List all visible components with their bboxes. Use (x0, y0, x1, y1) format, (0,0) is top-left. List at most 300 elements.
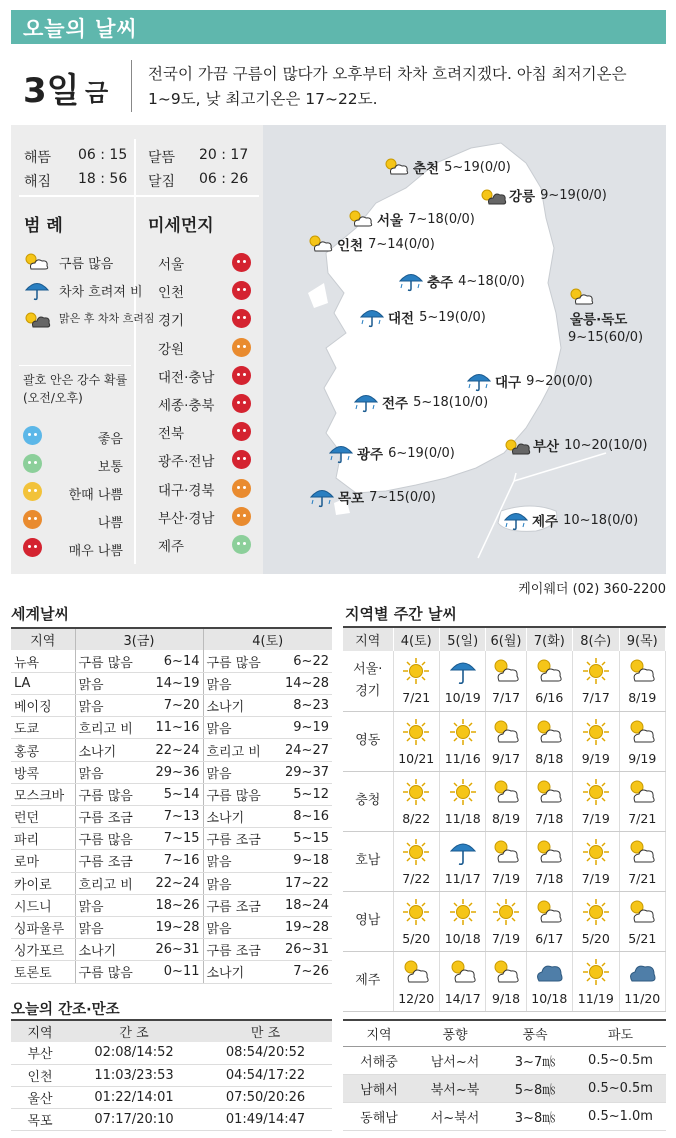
temp-range: 6/16 (535, 690, 564, 706)
temp-fri: 7~20 (141, 695, 203, 717)
city-name: 부산 (533, 439, 560, 455)
dust-region-name: 세종·충북 (158, 398, 215, 414)
region-name: 영남 (343, 891, 393, 951)
city-name: 광주 (357, 447, 384, 463)
temp-sat: 18~24 (269, 894, 332, 916)
umbrella-rain-icon (358, 306, 386, 328)
forecast-cell (573, 831, 619, 891)
region-name: 동해남 (343, 1102, 415, 1130)
weather-sat: 흐리고 비 (203, 739, 269, 761)
table-row (11, 783, 332, 805)
city-name: 방콕 (11, 761, 75, 783)
temp-sat: 29~37 (269, 761, 332, 783)
panel-divider (134, 139, 136, 564)
temp-sat: 9~18 (269, 850, 332, 872)
city-forecast: 9~20(0/0) (526, 373, 593, 389)
weather-sat: 소나기 (203, 806, 269, 828)
forecast-cell (573, 891, 619, 951)
region-name: 목포 (11, 1108, 69, 1130)
world-weather-table (11, 627, 332, 984)
temp-range: 12/20 (398, 990, 435, 1006)
forecast-cell (526, 771, 572, 831)
temp-sat: 7~26 (269, 961, 332, 983)
table-header: 9(목) (619, 627, 666, 651)
sun-icon (581, 717, 611, 747)
dust-region-row (146, 364, 256, 386)
legend-level-label: 나쁨 (97, 516, 123, 531)
table-header: 간 조 (69, 1020, 199, 1042)
table-row (11, 672, 332, 694)
moonset-time: 06 : 26 (199, 171, 249, 187)
dust-face-icon (23, 510, 42, 529)
sun-icon (401, 837, 431, 867)
dust-region-name: 대전·충남 (158, 369, 215, 386)
wind-speed: 5~8㎧ (495, 1074, 575, 1102)
temp-fri: 18~26 (141, 894, 203, 916)
partly-cloudy-icon (491, 777, 521, 807)
forecast-cell (393, 651, 439, 711)
temp-range: 11/16 (444, 750, 481, 766)
partly-cloudy-icon (491, 957, 521, 987)
table-row (343, 831, 666, 891)
region-name: 제주 (343, 951, 393, 1011)
table-header: 파도 (575, 1020, 666, 1046)
dust-region-name: 부산·경남 (158, 510, 215, 527)
umbrella-rain-icon (327, 442, 355, 464)
umbrella-rain-icon (465, 370, 493, 392)
legend-level (23, 537, 123, 559)
forecast-cell (393, 951, 439, 1011)
table-row (11, 650, 332, 672)
sun-icon (491, 897, 521, 927)
high-tide: 08:54/20:52 (199, 1042, 332, 1064)
city-name: 카이로 (11, 872, 75, 894)
weather-fri: 흐리고 비 (75, 717, 141, 739)
clear-then-cloudy-icon (503, 434, 531, 456)
table-row (11, 961, 332, 983)
table-row (11, 717, 332, 739)
city-name: 충주 (427, 275, 454, 291)
weather-fri: 구름 많음 (75, 783, 141, 805)
temp-range: 7/21 (402, 690, 431, 706)
region-name: 충청 (343, 771, 393, 831)
partly-cloudy-icon (491, 837, 521, 867)
forecast-cell (486, 951, 526, 1011)
temp-range: 7/19 (491, 870, 521, 886)
map-city-12 (502, 509, 638, 531)
city-name: 싱파울루 (11, 916, 75, 938)
forecast-cell (619, 651, 666, 711)
legend-item-rain (23, 279, 143, 301)
temp-range: 8/18 (535, 750, 564, 766)
dust-region-row (146, 279, 256, 301)
table-row (11, 695, 332, 717)
temp-fri: 7~13 (141, 806, 203, 828)
credit-text: 케이웨더 (02) 360-2200 (518, 582, 666, 597)
temp-range: 7/19 (581, 810, 610, 826)
table-row (11, 1108, 332, 1130)
dust-region-row (146, 448, 256, 470)
dust-region-row (146, 392, 256, 414)
umbrella-rain-icon (502, 509, 530, 531)
city-name: 서울 (377, 213, 404, 229)
partly-cloudy-icon (627, 777, 657, 807)
moonset-label: 달짐 (148, 174, 176, 190)
forecast-cell (486, 651, 526, 711)
region-name: 영동 (343, 711, 393, 771)
city-forecast: 7~15(0/0) (369, 489, 436, 505)
wave-height: 0.5~1.0m (575, 1102, 666, 1130)
city-forecast: 7~14(0/0) (368, 236, 435, 252)
dust-region-row (146, 251, 256, 273)
cloudy-sun-icon (307, 233, 335, 255)
dust-face-icon (232, 422, 251, 441)
city-name: 뉴욕 (11, 650, 75, 672)
city-name: 대구 (495, 375, 522, 391)
forecast-cell (573, 711, 619, 771)
high-tide: 07:50/20:26 (199, 1086, 332, 1108)
city-forecast: 6~19(0/0) (388, 445, 455, 461)
dust-face-icon (232, 281, 251, 300)
temp-range: 7/21 (628, 810, 657, 826)
sun-icon (448, 717, 478, 747)
temp-fri: 7~16 (141, 850, 203, 872)
panel-divider (19, 365, 131, 366)
table-header: 4(토) (203, 628, 332, 650)
weekly-weather-table (343, 626, 666, 1012)
forecast-cell (439, 711, 485, 771)
sun-icon (581, 957, 611, 987)
temp-sat: 14~28 (269, 672, 332, 694)
table-row (11, 939, 332, 961)
dust-face-icon (232, 479, 251, 498)
high-tide: 04:54/17:22 (199, 1064, 332, 1086)
tide-title: 오늘의 간조·만조 (11, 1002, 120, 1018)
partly-cloudy-icon (627, 837, 657, 867)
forecast-cell (526, 831, 572, 891)
forecast-cell (573, 771, 619, 831)
weather-fri: 맑음 (75, 916, 141, 938)
forecast-cell (573, 651, 619, 711)
city-forecast: 9~19(0/0) (540, 187, 607, 203)
dust-region-name: 전북 (158, 426, 185, 443)
temp-fri: 26~31 (141, 939, 203, 961)
temp-sat: 5~12 (269, 783, 332, 805)
weather-fri: 소나기 (75, 739, 141, 761)
wind-speed: 3~7㎧ (495, 1046, 575, 1074)
sun-icon (401, 717, 431, 747)
map-city-6 (358, 306, 486, 328)
sun-icon (401, 897, 431, 927)
dust-face-icon (232, 366, 251, 385)
temp-range: 7/19 (581, 870, 610, 886)
city-forecast: 9~15(60/0) (568, 330, 644, 345)
region-name: 남해서 (343, 1074, 415, 1102)
map-city-8 (352, 391, 488, 413)
city-name: LA (11, 672, 75, 694)
city-forecast: 7~18(0/0) (408, 211, 475, 227)
temp-range: 9/17 (491, 750, 521, 766)
table-row (343, 1046, 666, 1074)
divider (131, 60, 132, 112)
city-forecast: 10~18(0/0) (563, 512, 639, 528)
sun-icon (581, 777, 611, 807)
temp-sat: 26~31 (269, 939, 332, 961)
forecast-cell (393, 831, 439, 891)
partly-cloudy-icon (534, 837, 564, 867)
wave-height: 0.5~0.5m (575, 1074, 666, 1102)
dust-face-icon (232, 309, 251, 328)
forecast-cell (526, 711, 572, 771)
panel-divider (19, 195, 259, 197)
moonrise-label: 달뜸 (148, 150, 176, 166)
temp-range: 7/18 (535, 810, 564, 826)
region-name: 인천 (11, 1064, 69, 1086)
city-forecast: 10~20(10/0) (564, 437, 648, 453)
table-header: 4(토) (393, 627, 439, 651)
legend-level (23, 425, 123, 447)
dust-face-icon (232, 450, 251, 469)
forecast-cell (486, 831, 526, 891)
table-header: 8(수) (573, 627, 619, 651)
forecast-cell (439, 891, 485, 951)
partly-cloudy-icon (534, 656, 564, 686)
weather-sat: 구름 조금 (203, 939, 269, 961)
table-row (11, 1064, 332, 1086)
forecast-cell (486, 771, 526, 831)
city-name: 모스크바 (11, 783, 75, 805)
weather-sat: 맑음 (203, 872, 269, 894)
sunset-label: 해짐 (24, 174, 52, 190)
weather-fri: 구름 많음 (75, 961, 141, 983)
partly-cloudy-icon (627, 656, 657, 686)
dust-face-icon (232, 394, 251, 413)
sun-icon (581, 897, 611, 927)
table-row (11, 872, 332, 894)
city-name: 시드니 (11, 894, 75, 916)
table-header: 풍속 (495, 1020, 575, 1046)
forecast-cell (439, 771, 485, 831)
city-forecast: 5~18(10/0) (413, 394, 489, 410)
table-header: 지역 (11, 628, 75, 650)
umbrella-rain-icon (448, 837, 478, 867)
city-name: 강릉 (509, 189, 536, 205)
sea-conditions-table (343, 1019, 666, 1131)
weather-fri: 맑음 (75, 761, 141, 783)
temp-range: 14/17 (444, 990, 481, 1006)
date-weekday: 금 (85, 79, 109, 107)
forecast-cell (526, 891, 572, 951)
forecast-cell (619, 711, 666, 771)
table-header: 3(금) (75, 628, 203, 650)
cloudy-sun-icon (383, 156, 411, 178)
table-row (11, 828, 332, 850)
temp-range: 7/22 (402, 870, 431, 886)
region-name: 부산 (11, 1042, 69, 1064)
wave-height: 0.5~0.5m (575, 1046, 666, 1074)
city-name: 제주 (532, 514, 559, 530)
table-row (11, 739, 332, 761)
dust-face-icon (23, 454, 42, 473)
temp-range: 7/21 (628, 870, 657, 886)
dust-region-row (146, 307, 256, 329)
dust-region-row (146, 533, 256, 555)
weather-sat: 구름 많음 (203, 783, 269, 805)
map-city-0 (383, 156, 511, 178)
forecast-cell (393, 771, 439, 831)
temp-range: 11/17 (444, 870, 481, 886)
forecast-cell (393, 891, 439, 951)
partly-cloudy-icon (491, 656, 521, 686)
map-city-10 (327, 442, 455, 464)
temp-range: 10/18 (531, 990, 568, 1006)
temp-range: 8/19 (491, 810, 521, 826)
weather-sat: 맑음 (203, 672, 269, 694)
sun-icon (448, 897, 478, 927)
temp-fri: 22~24 (141, 739, 203, 761)
page-header: 오늘의 날씨 (11, 10, 666, 44)
legend-title: 범 례 (24, 216, 63, 236)
forecast-cell (619, 951, 666, 1011)
temp-fri: 22~24 (141, 872, 203, 894)
temp-fri: 29~36 (141, 761, 203, 783)
temp-range: 10/18 (444, 930, 481, 946)
table-row (11, 806, 332, 828)
wind-direction: 서~북서 (415, 1102, 495, 1130)
forecast-cell (526, 951, 572, 1011)
sun-icon (401, 777, 431, 807)
temp-fri: 6~14 (141, 650, 203, 672)
temp-range: 5/20 (581, 930, 610, 946)
weather-sat: 맑음 (203, 916, 269, 938)
temp-range: 9/19 (628, 750, 657, 766)
map-city-1 (479, 184, 607, 206)
info-panel (11, 125, 263, 574)
forecast-cell (486, 891, 526, 951)
temp-range: 10/19 (444, 690, 481, 706)
dust-title: 미세먼지 (148, 216, 214, 236)
sun-icon (448, 777, 478, 807)
date-box (11, 55, 131, 117)
high-tide: 01:49/14:47 (199, 1108, 332, 1130)
partly-cloudy-icon (534, 717, 564, 747)
map-city-5 (568, 286, 643, 345)
city-name: 런던 (11, 806, 75, 828)
dust-face-icon (232, 535, 251, 554)
temp-sat: 8~16 (269, 806, 332, 828)
tide-table (11, 1019, 332, 1131)
city-forecast: 5~19(0/0) (444, 159, 511, 175)
map-city-9 (503, 434, 647, 456)
moonrise-time: 20 : 17 (199, 147, 249, 163)
weather-sat: 맑음 (203, 717, 269, 739)
city-name: 춘천 (413, 161, 440, 177)
legend-item-cloudy (23, 251, 113, 273)
sun-icon (581, 837, 611, 867)
map-city-7 (465, 370, 593, 392)
umbrella-rain-icon (23, 279, 51, 301)
region-name: 서해중 (343, 1046, 415, 1074)
date-number: 3일 (23, 71, 80, 111)
weather-sat: 맑음 (203, 761, 269, 783)
world-weather-title: 세계날씨 (11, 605, 69, 623)
city-name: 목포 (338, 491, 365, 507)
umbrella-rain-icon (448, 656, 478, 686)
city-name: 인천 (337, 238, 364, 254)
cloud-icon (627, 957, 657, 987)
table-header: 만 조 (199, 1020, 332, 1042)
forecast-cell (439, 651, 485, 711)
table-row (11, 1042, 332, 1064)
dust-face-icon (232, 338, 251, 357)
table-header: 6(월) (486, 627, 526, 651)
dust-region-row (146, 420, 256, 442)
temp-range: 10/21 (398, 750, 435, 766)
temp-range: 11/18 (444, 810, 481, 826)
table-row (11, 850, 332, 872)
legend-label: 맑은 후 차차 흐려짐 (59, 312, 155, 325)
temp-sat: 24~27 (269, 739, 332, 761)
umbrella-rain-icon (397, 270, 425, 292)
legend-item-clearing (23, 307, 155, 329)
legend-level-label: 보통 (97, 460, 123, 475)
umbrella-rain-icon (308, 486, 336, 508)
dust-region-name: 경기 (158, 313, 185, 330)
legend-level (23, 453, 123, 475)
dust-face-icon (23, 538, 42, 557)
sunset-time: 18 : 56 (78, 171, 128, 187)
table-row (343, 1074, 666, 1102)
legend-note: 괄호 안은 강수 확률 (오전/오후) (23, 373, 128, 405)
city-name: 도쿄 (11, 717, 75, 739)
city-name: 울릉·독도 (570, 312, 628, 328)
temp-range: 5/21 (628, 930, 657, 946)
city-name: 베이징 (11, 695, 75, 717)
table-header: 풍향 (415, 1020, 495, 1046)
weather-fri: 소나기 (75, 939, 141, 961)
sun-icon (581, 656, 611, 686)
temp-sat: 17~22 (269, 872, 332, 894)
forecast-cell (393, 711, 439, 771)
city-name: 토론토 (11, 961, 75, 983)
temp-range: 5/20 (402, 930, 431, 946)
city-forecast: 5~19(0/0) (419, 309, 486, 325)
region-name: 서울· 경기 (343, 651, 393, 711)
clear-then-cloudy-icon (23, 307, 51, 329)
temp-range: 7/19 (491, 930, 521, 946)
dust-region-name: 인천 (158, 285, 185, 302)
table-header: 지역 (343, 627, 393, 651)
map-city-11 (308, 486, 436, 508)
table-row (11, 1086, 332, 1108)
cloudy-sun-icon (23, 251, 51, 273)
dust-face-icon (23, 482, 42, 501)
forecast-cell (526, 651, 572, 711)
forecast-cell (439, 951, 485, 1011)
dust-region-name: 서울 (158, 257, 185, 273)
dust-face-icon (23, 426, 42, 445)
temp-range: 8/22 (402, 810, 431, 826)
temp-range: 9/19 (581, 750, 610, 766)
temp-range: 6/17 (535, 930, 564, 946)
partly-cloudy-icon (627, 897, 657, 927)
dust-region-row (146, 505, 256, 527)
weather-sat: 구름 많음 (203, 650, 269, 672)
table-row (343, 891, 666, 951)
cloudy-sun-icon (568, 286, 596, 308)
temp-fri: 19~28 (141, 916, 203, 938)
temp-sat: 8~23 (269, 695, 332, 717)
